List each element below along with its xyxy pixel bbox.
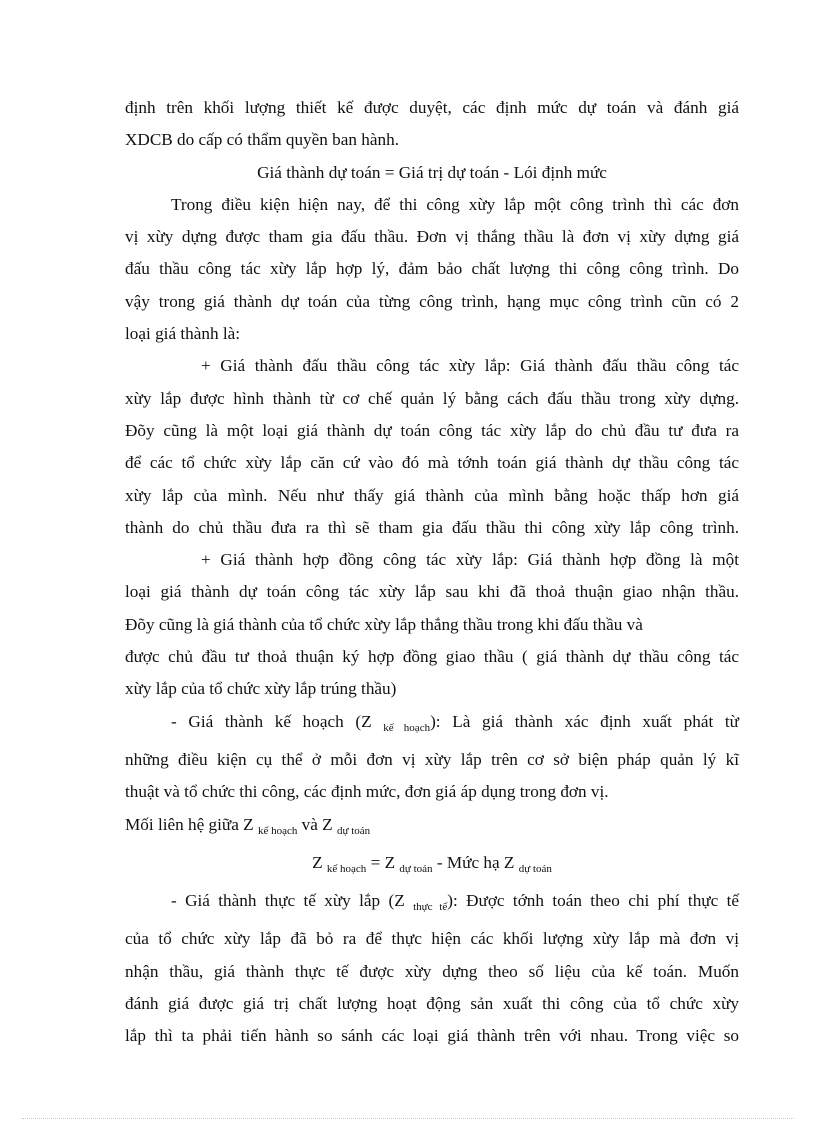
- text-line: nhận thầu, giá thành thực tế được xừy dựng theo số liệu của kế toán. Muốn: [125, 961, 739, 981]
- text-line: định trên khối lượng thiết kế được duyệt, các định mức dự toán và đánh giá: [125, 98, 739, 117]
- text-line: Đõy cũng là một loại giá thành dự toán công tác xừy lắp do chủ đầu tư đưa ra: [125, 420, 739, 440]
- text-line: + Giá thành hợp đồng công tác xừy lắp: Giá thành hợp đồng là một: [201, 550, 739, 570]
- text-line: thuật và tổ chức thi công, các định mức, đơn giá áp dụng trong đơn vị.: [125, 782, 609, 802]
- text-line: Đõy cũng là giá thành của tổ chức xừy lắp thắng thầu trong khi đấu thầu và: [125, 614, 643, 634]
- formula-line: Giá thành dự toán = Giá trị dự toán - Lói định mức: [257, 162, 607, 182]
- relation-pre: Mối liên hệ giữa Z: [125, 814, 254, 834]
- text-line: vậy trong giá thành dự toán của từng công trình, hạng mục công trình cũn có 2: [125, 291, 739, 311]
- text-line: xừy lắp được hình thành từ cơ chế quản lý bằng cách đấu thầu trong xừy dựng.: [125, 388, 739, 408]
- text-line: xừy lắp của mình. Nếu như thấy giá thành của mình bằng hoặc thấp hơn giá: [125, 485, 739, 505]
- ke-hoach-line: [125, 706, 739, 744]
- text-line: vị xừy dựng được tham gia đấu thầu. Đơn vị thắng thầu là đơn vị xừy dựng giá: [125, 227, 739, 247]
- text-line: đấu thầu công tác xừy lắp hợp lý, đảm bảo chất lượng thi công công trình. Do: [125, 259, 739, 279]
- relation-subscript-2: dự toán: [336, 824, 371, 837]
- text-line: XDCB do cấp có thẩm quyền ban hành.: [125, 130, 399, 150]
- relation-mid: và Z: [297, 814, 333, 834]
- thuc-te-subscript: thực tế: [413, 901, 448, 914]
- formula-eq: = Z: [366, 852, 396, 872]
- formula-subscript-3: dự toán: [518, 862, 552, 875]
- formula-subscript-1: kế hoạch: [326, 862, 367, 875]
- text-line: xừy lắp của tổ chức xừy lắp trúng thầu): [125, 679, 397, 699]
- text-line: lắp thì ta phải tiến hành so sánh các loại giá thành trên với nhau. Trong việc so: [125, 1026, 739, 1046]
- document-page: [125, 92, 739, 1053]
- text-line: đánh giá được giá trị chất lượng hoạt động sản xuất thi công của tổ chức xừy: [125, 994, 739, 1014]
- ke-hoach-post: ): Là giá thành xác định xuất phát từ: [430, 711, 739, 731]
- formula-subscript-2: dự toán: [399, 862, 433, 875]
- formula-minus: - Mức hạ Z: [432, 852, 515, 872]
- text-line: được chủ đầu tư thoả thuận ký hợp đồng giao thầu ( giá thành dự thầu công tác: [125, 647, 739, 667]
- thuc-te-post: ): Được tớnh toán theo chi phí thực tế: [447, 891, 740, 911]
- text-line: những điều kiện cụ thể ở mỗi đơn vị xừy lắp trên cơ sở biện pháp quản lý kĩ: [125, 749, 739, 769]
- text-line: loại giá thành là:: [125, 324, 241, 344]
- relation-subscript-1: kế hoạch: [257, 824, 298, 837]
- text-line: của tổ chức xừy lắp đã bỏ ra để thực hiện các khối lượng xừy lắp mà đơn vị: [125, 929, 739, 949]
- relation-line: [125, 809, 739, 847]
- page-bottom-divider: [22, 1118, 794, 1119]
- ke-hoach-subscript: kế hoạch: [383, 721, 431, 734]
- formula-z: Z: [312, 852, 323, 872]
- thuc-te-line: [125, 885, 739, 923]
- text-line: + Giá thành đấu thầu công tác xừy lắp: Giá thành đấu thầu công tác: [201, 356, 739, 376]
- formula-line-2: [125, 847, 739, 885]
- thuc-te-pre: - Giá thành thực tế xừy lắp (Z: [171, 891, 405, 911]
- text-line: thành do chủ thầu đưa ra thì sẽ tham gia đấu thầu thi công xừy lắp công trình.: [125, 517, 739, 537]
- text-line: để các tổ chức xừy lắp căn cứ vào đó mà tớnh toán giá thành dự thầu công tác: [125, 453, 739, 473]
- text-line: Trong điều kiện hiện nay, để thi công xừy lắp một công trình thì các đơn: [171, 194, 739, 214]
- text-line: loại giá thành dự toán công tác xừy lắp sau khi đã thoả thuận giao nhận thầu.: [125, 582, 739, 602]
- ke-hoach-pre: - Giá thành kế hoạch (Z: [171, 711, 372, 731]
